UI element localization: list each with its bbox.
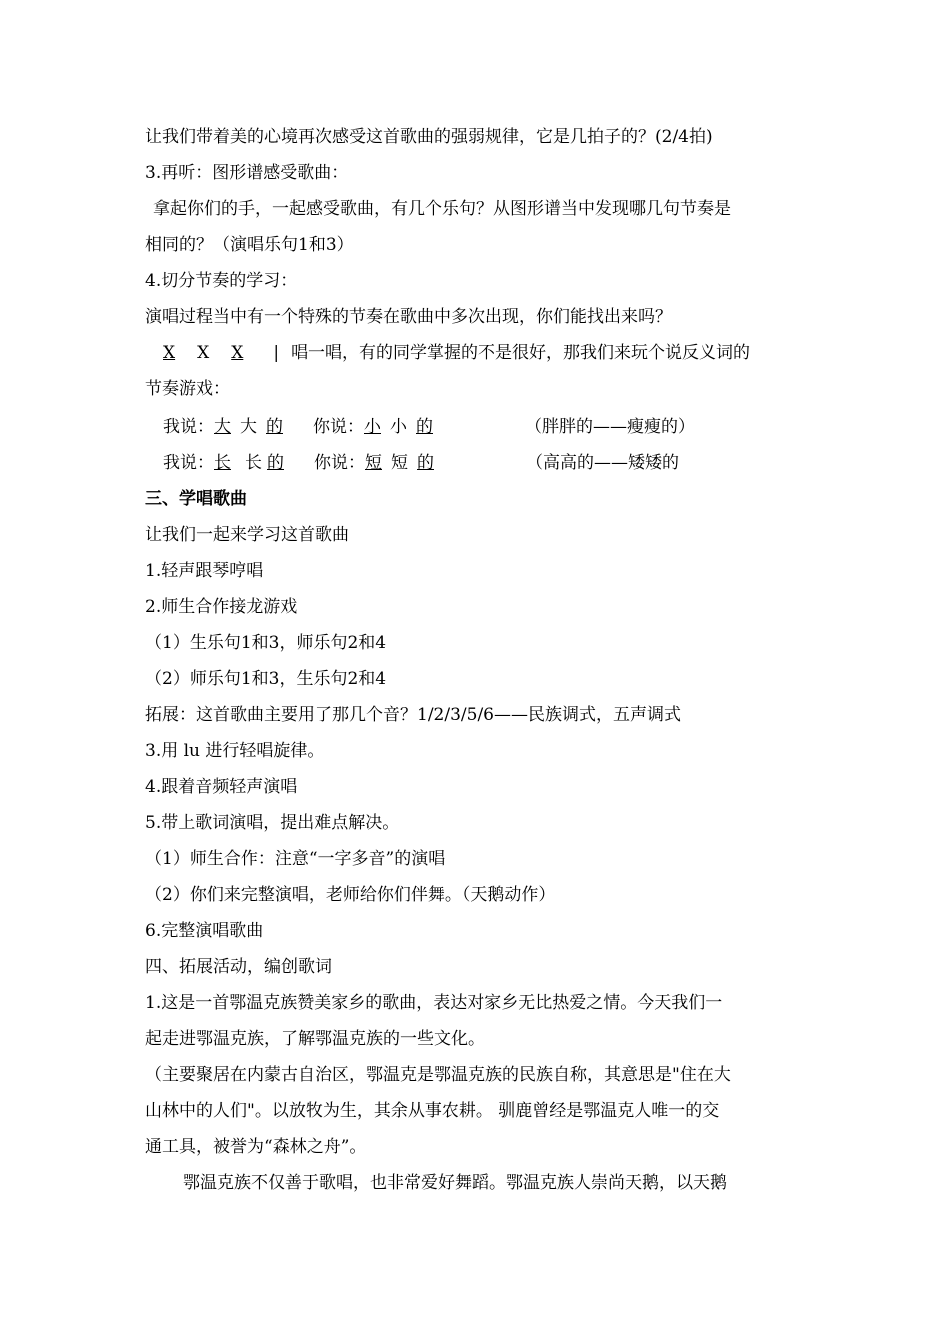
paragraph: 拿起你们的手，一起感受歌曲，有几个乐句？从图形谱当中发现哪几句节奏是 xyxy=(153,199,731,219)
paragraph: （2）师乐句1和3，生乐句2和4 xyxy=(145,669,387,689)
game-word: 小 xyxy=(390,417,407,437)
rhythm-note: X xyxy=(231,343,244,363)
rhythm-text: 唱一唱，有的同学掌握的不是很好，那我们来玩个说反义词的 xyxy=(291,343,751,363)
paragraph: 3.用 lu 进行轻唱旋律。 xyxy=(145,741,325,761)
paragraph: 通工具，被誉为“森林之舟”。 xyxy=(145,1137,367,1157)
paragraph: （1）师生合作：注意“一字多音”的演唱 xyxy=(145,849,446,869)
paragraph: 1.这是一首鄂温克族赞美家乡的歌曲，表达对家乡无比热爱之情。今天我们一 xyxy=(145,993,723,1013)
paragraph: 山林中的人们"。以放牧为生，其余从事农耕。 驯鹿曾经是鄂温克人唯一的交 xyxy=(145,1101,720,1121)
game-word: 长 xyxy=(214,453,231,473)
antonym-game-row xyxy=(163,451,833,475)
paragraph: 拓展：这首歌曲主要用了那几个音？1/2/3/5/6——民族调式，五声调式 xyxy=(145,705,681,725)
antonym-game-row xyxy=(163,415,833,439)
paragraph: 让我们一起来学习这首歌曲 xyxy=(145,525,349,545)
game-word: 小 xyxy=(364,417,381,437)
game-label: 你说： xyxy=(314,453,365,473)
paragraph: 3.再听：图形谱感受歌曲： xyxy=(145,163,349,183)
paragraph: 鄂温克族不仅善于歌唱，也非常爱好舞蹈。鄂温克族人崇尚天鹅，以天鹅 xyxy=(183,1173,727,1193)
game-word: 大 xyxy=(214,417,231,437)
game-word: 长 xyxy=(245,453,262,473)
paragraph: 2.师生合作接龙游戏 xyxy=(145,597,298,617)
paragraph: 5.带上歌词演唱，提出难点解决。 xyxy=(145,813,400,833)
game-label: 你说： xyxy=(313,417,364,437)
game-word: 短 xyxy=(391,453,408,473)
syncopation-rhythm-line xyxy=(163,341,833,365)
paragraph: 相同的？（演唱乐句1和3） xyxy=(145,235,354,255)
game-word: 的 xyxy=(267,453,284,473)
game-word: 的 xyxy=(416,417,433,437)
bar-line: | xyxy=(273,343,280,363)
game-word: 的 xyxy=(266,417,283,437)
paragraph: 4.跟着音频轻声演唱 xyxy=(145,777,298,797)
game-note: （胖胖的——瘦瘦的） xyxy=(525,417,695,437)
rhythm-note: X xyxy=(197,343,210,363)
section-heading: 三、学唱歌曲 xyxy=(145,489,247,509)
game-word: 短 xyxy=(365,453,382,473)
rhythm-note: X xyxy=(163,343,176,363)
paragraph: 起走进鄂温克族，了解鄂温克族的一些文化。 xyxy=(145,1029,485,1049)
paragraph: 让我们带着美的心境再次感受这首歌曲的强弱规律，它是几拍子的？(2/4拍) xyxy=(145,127,713,147)
paragraph: 演唱过程当中有一个特殊的节奏在歌曲中多次出现，你们能找出来吗？ xyxy=(145,307,672,327)
game-label: 我说： xyxy=(163,453,214,473)
game-note: （高高的——矮矮的 xyxy=(526,453,679,473)
paragraph: （主要聚居在内蒙古自治区，鄂温克是鄂温克族的民族自称，其意思是"住在大 xyxy=(145,1065,731,1085)
game-label: 我说： xyxy=(163,417,214,437)
section-heading: 四、拓展活动，编创歌词 xyxy=(145,957,332,977)
paragraph: 6.完整演唱歌曲 xyxy=(145,921,264,941)
paragraph: （2）你们来完整演唱，老师给你们伴舞。（天鹅动作） xyxy=(145,885,556,905)
paragraph: 节奏游戏： xyxy=(145,379,230,399)
paragraph: 4.切分节奏的学习： xyxy=(145,271,298,291)
paragraph: 1.轻声跟琴哼唱 xyxy=(145,561,264,581)
game-word: 的 xyxy=(417,453,434,473)
game-word: 大 xyxy=(240,417,257,437)
paragraph: （1）生乐句1和3，师乐句2和4 xyxy=(145,633,387,653)
